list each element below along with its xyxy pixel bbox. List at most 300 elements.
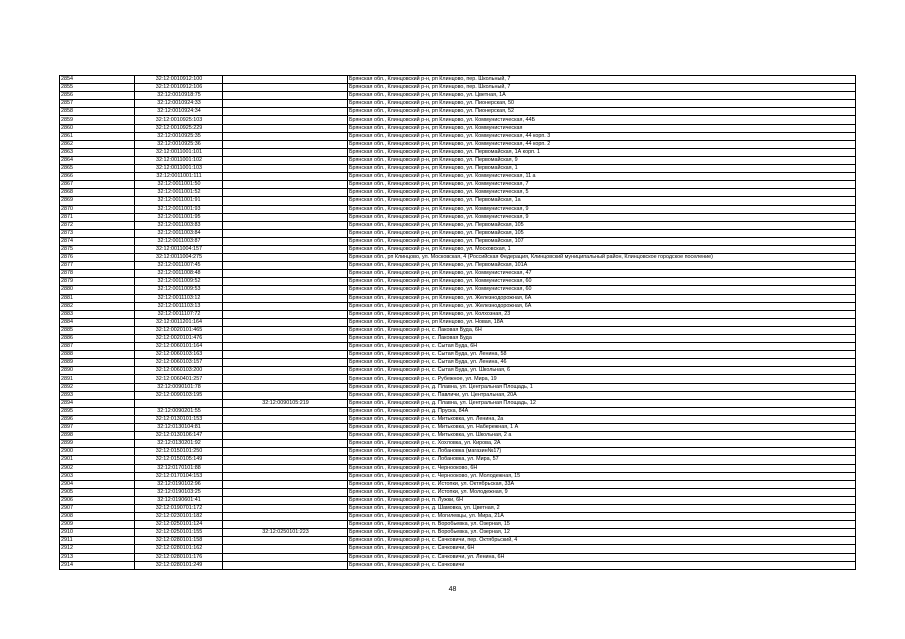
address-cell: Брянская обл., Клинцовский р-н, с. Сачковичи <box>348 561 856 569</box>
table-row <box>60 448 856 456</box>
table-row <box>60 367 856 375</box>
previous-number-cell <box>223 310 348 318</box>
cadastral-number-cell: 32:12:0060103:163 <box>135 351 223 359</box>
cadastral-number-cell: 32:12:0010925:229 <box>135 124 223 132</box>
address-cell: Брянская обл., Клинцовский р-н, рп Клинцово, ул. Коммунистическая, 44 корп. 2 <box>348 140 856 148</box>
row-number-cell: 2897 <box>60 424 135 432</box>
previous-number-cell <box>223 537 348 545</box>
address-cell: Брянская обл., Клинцовский р-н, с. Сытая Буда, ул. Ленина, 58 <box>348 351 856 359</box>
previous-number-cell <box>223 351 348 359</box>
cadastral-number-cell: 32:12:0130104:81 <box>135 424 223 432</box>
table-row <box>60 326 856 334</box>
table-row <box>60 424 856 432</box>
address-cell: Брянская обл., Клинцовский р-н, рп Клинцово, ул. Новая, 18А <box>348 318 856 326</box>
address-cell: Брянская обл., Клинцовский р-н, рп Клинцово, ул. Первомайская, 1А корп. 1 <box>348 148 856 156</box>
address-cell: Брянская обл., Клинцовский р-н, д. Плавна, ул. Центральная Площадь, 1 <box>348 383 856 391</box>
address-cell: Брянская обл., Клинцовский р-н, рп Клинцово, ул. Коммунистическая, 44Б <box>348 116 856 124</box>
row-number-cell: 2884 <box>60 318 135 326</box>
row-number-cell: 2858 <box>60 108 135 116</box>
cadastral-number-cell: 32:12:0010925:103 <box>135 116 223 124</box>
address-cell: Брянская обл., Клинцовский р-н, с. Хохловка, ул. Кирова, 2А <box>348 440 856 448</box>
previous-number-cell <box>223 92 348 100</box>
cadastral-number-cell: 32:12:0010912:100 <box>135 76 223 84</box>
row-number-cell: 2869 <box>60 197 135 205</box>
address-cell: Брянская обл., Клинцовский р-н, д. Пруска, 84А <box>348 407 856 415</box>
address-cell: Брянская обл., Клинцовский р-н, рп Клинцово, ул. Коммунистическая, 5 <box>348 189 856 197</box>
row-number-cell: 2855 <box>60 84 135 92</box>
cadastral-number-cell: 32:12:0250101:124 <box>135 521 223 529</box>
cadastral-number-cell: 32:12:0011001:91 <box>135 197 223 205</box>
row-number-cell: 2878 <box>60 270 135 278</box>
cadastral-number-cell: 32:12:0011103:12 <box>135 294 223 302</box>
row-number-cell: 2907 <box>60 504 135 512</box>
row-number-cell: 2910 <box>60 529 135 537</box>
table-row <box>60 270 856 278</box>
address-cell: Брянская обл., Клинцовский р-н, д. Плавна, ул. Центральная Площадь, 12 <box>348 399 856 407</box>
cadastral-number-cell: 32:12:0011003:87 <box>135 237 223 245</box>
previous-number-cell <box>223 278 348 286</box>
table-row <box>60 92 856 100</box>
previous-number-cell <box>223 521 348 529</box>
address-cell: Брянская обл., Клинцовский р-н, рп Клинцово, ул. Коммунистическая, 9 <box>348 213 856 221</box>
address-cell: Брянская обл., Клинцовский р-н, с. Лаковая Буда, 6Н <box>348 326 856 334</box>
table-row <box>60 189 856 197</box>
previous-number-cell <box>223 504 348 512</box>
table-row <box>60 140 856 148</box>
address-cell: Брянская обл., Клинцовский р-н, с. Митьковка, ул. Ленина, 2а <box>348 415 856 423</box>
address-cell: Брянская обл., Клинцовский р-н, рп Клинцово, ул. Железнодорожная, 6А <box>348 294 856 302</box>
address-cell: Брянская обл., Клинцовский р-н, рп Клинцово, пер. Школьный, 7 <box>348 84 856 92</box>
row-number-cell: 2873 <box>60 229 135 237</box>
table-row <box>60 286 856 294</box>
cadastral-number-cell: 32:12:0010925:35 <box>135 132 223 140</box>
table-row <box>60 391 856 399</box>
row-number-cell: 2883 <box>60 310 135 318</box>
address-cell: Брянская обл., рп Клинцово, ул. Московская, 4 (Российская Федерация, Клинцовский муниципальный район, Клинцовское городское поселение) <box>348 254 856 262</box>
row-number-cell: 2909 <box>60 521 135 529</box>
previous-number-cell <box>223 124 348 132</box>
address-cell: Брянская обл., Клинцовский р-н, с. Истопки, ул. Молодежная, 9 <box>348 488 856 496</box>
table-row <box>60 100 856 108</box>
previous-number-cell <box>223 440 348 448</box>
address-cell: Брянская обл., Клинцовский р-н, с. Митьковка, ул. Набережная, 1 А <box>348 424 856 432</box>
table-row <box>60 407 856 415</box>
table-row <box>60 399 856 407</box>
address-cell: Брянская обл., Клинцовский р-н, рп Клинцово, ул. Первомайская, 1 <box>348 165 856 173</box>
address-cell: Брянская обл., Клинцовский р-н, с. Сытая Буда, ул. Ленина, 46 <box>348 359 856 367</box>
row-number-cell: 2875 <box>60 245 135 253</box>
cadastral-number-cell: 32:12:0011009:53 <box>135 286 223 294</box>
table-row <box>60 529 856 537</box>
row-number-cell: 2895 <box>60 407 135 415</box>
table-row <box>60 504 856 512</box>
address-cell: Брянская обл., Клинцовский р-н, рп Клинцово, ул. Первомайская, 107 <box>348 237 856 245</box>
address-cell: Брянская обл., Клинцовский р-н, с. Чернооково, 6Н <box>348 464 856 472</box>
cadastral-number-cell: 32:12:0011007:45 <box>135 262 223 270</box>
cadastral-number-cell: 32:12:0170104:153 <box>135 472 223 480</box>
row-number-cell: 2879 <box>60 278 135 286</box>
previous-number-cell <box>223 424 348 432</box>
row-number-cell: 2882 <box>60 302 135 310</box>
cadastral-number-cell: 32:12:0190701:172 <box>135 504 223 512</box>
table-row <box>60 302 856 310</box>
cadastral-number-cell: 32:12:0020101:465 <box>135 326 223 334</box>
previous-number-cell <box>223 367 348 375</box>
table-row <box>60 415 856 423</box>
table-row <box>60 496 856 504</box>
table-row <box>60 124 856 132</box>
table-row <box>60 221 856 229</box>
row-number-cell: 2905 <box>60 488 135 496</box>
row-number-cell: 2890 <box>60 367 135 375</box>
previous-number-cell <box>223 294 348 302</box>
row-number-cell: 2898 <box>60 432 135 440</box>
cadastral-number-cell: 32:12:0020101:476 <box>135 335 223 343</box>
cadastral-number-cell: 32:12:0011103:13 <box>135 302 223 310</box>
cadastral-number-cell: 32:12:0130106:147 <box>135 432 223 440</box>
row-number-cell: 2891 <box>60 375 135 383</box>
previous-number-cell <box>223 456 348 464</box>
previous-number-cell <box>223 383 348 391</box>
cadastral-number-cell: 32:12:0011001:111 <box>135 173 223 181</box>
table-row <box>60 513 856 521</box>
cadastral-number-cell: 32:12:0060101:164 <box>135 343 223 351</box>
row-number-cell: 2894 <box>60 399 135 407</box>
row-number-cell: 2889 <box>60 359 135 367</box>
table-row <box>60 383 856 391</box>
address-cell: Брянская обл., Клинцовский р-н, с. Сытая Буда, ул. Школьная, 6 <box>348 367 856 375</box>
table-row <box>60 237 856 245</box>
address-cell: Брянская обл., Клинцовский р-н, рп Клинцово, ул. Первомайская, 9 <box>348 156 856 164</box>
cadastral-number-cell: 32:12:0011001:93 <box>135 205 223 213</box>
previous-number-cell <box>223 545 348 553</box>
cadastral-number-cell: 32:12:0010924:33 <box>135 100 223 108</box>
cadastral-number-cell: 32:12:0190102:96 <box>135 480 223 488</box>
row-number-cell: 2874 <box>60 237 135 245</box>
previous-number-cell <box>223 205 348 213</box>
cadastral-number-cell: 32:12:0190103:25 <box>135 488 223 496</box>
previous-number-cell <box>223 359 348 367</box>
table-row <box>60 310 856 318</box>
table-row <box>60 440 856 448</box>
previous-number-cell <box>223 148 348 156</box>
address-cell: Брянская обл., Клинцовский р-н, с. Сытая Буда, 6Н <box>348 343 856 351</box>
cadastral-number-cell: 32:12:0280101:162 <box>135 545 223 553</box>
previous-number-cell <box>223 254 348 262</box>
cadastral-number-cell: 32:12:0280101:158 <box>135 537 223 545</box>
address-cell: Брянская обл., Клинцовский р-н, рп Клинцово, ул. Железнодорожная, 6А <box>348 302 856 310</box>
row-number-cell: 2886 <box>60 335 135 343</box>
row-number-cell: 2867 <box>60 181 135 189</box>
address-cell: Брянская обл., Клинцовский р-н, рп Клинцово, ул. Коммунистическая <box>348 124 856 132</box>
cadastral-number-cell: 32:12:0130101:153 <box>135 415 223 423</box>
table-row <box>60 432 856 440</box>
previous-number-cell <box>223 84 348 92</box>
address-cell: Брянская обл., Клинцовский р-н, с. Могилевцы, ул. Мира, 21А <box>348 513 856 521</box>
table-row <box>60 456 856 464</box>
table-row <box>60 488 856 496</box>
table-row <box>60 156 856 164</box>
address-cell: Брянская обл., Клинцовский р-н, п. Воробьевка, ул. Озерная, 15 <box>348 521 856 529</box>
table-row <box>60 359 856 367</box>
previous-number-cell <box>223 197 348 205</box>
cadastral-number-cell: 32:12:0060401:257 <box>135 375 223 383</box>
address-cell: Брянская обл., Клинцовский р-н, с. Сачковичи, 6Н <box>348 545 856 553</box>
table-row <box>60 213 856 221</box>
address-cell: Брянская обл., Клинцовский р-н, с. Сачковичи, ул. Ленина, 6Н <box>348 553 856 561</box>
previous-number-cell <box>223 464 348 472</box>
table-row <box>60 351 856 359</box>
previous-number-cell <box>223 116 348 124</box>
address-cell: Брянская обл., Клинцовский р-н, рп Клинцово, ул. Первомайская, 105 <box>348 229 856 237</box>
previous-number-cell <box>223 391 348 399</box>
row-number-cell: 2872 <box>60 221 135 229</box>
table-row <box>60 318 856 326</box>
row-number-cell: 2877 <box>60 262 135 270</box>
previous-number-cell <box>223 237 348 245</box>
address-cell: Брянская обл., Клинцовский р-н, рп Клинцово, ул. Коммунистическая, 47 <box>348 270 856 278</box>
row-number-cell: 2859 <box>60 116 135 124</box>
previous-number-cell <box>223 76 348 84</box>
address-cell: Брянская обл., Клинцовский р-н, рп Клинцово, ул. Коммунистическая, 60 <box>348 278 856 286</box>
cadastral-number-cell <box>135 399 223 407</box>
previous-number-cell <box>223 415 348 423</box>
row-number-cell: 2866 <box>60 173 135 181</box>
cadastral-number-cell: 32:12:0011001:95 <box>135 213 223 221</box>
row-number-cell: 2914 <box>60 561 135 569</box>
previous-number-cell <box>223 472 348 480</box>
address-cell: Брянская обл., Клинцовский р-н, с. Сачковичи, пер. Октябрьский, 4 <box>348 537 856 545</box>
table-row <box>60 229 856 237</box>
address-cell: Брянская обл., Клинцовский р-н, с. Рубежное, ул. Мира, 19 <box>348 375 856 383</box>
previous-number-cell <box>223 181 348 189</box>
previous-number-cell <box>223 343 348 351</box>
row-number-cell: 2868 <box>60 189 135 197</box>
table-row <box>60 165 856 173</box>
cadastral-number-cell: 32:12:0090201:55 <box>135 407 223 415</box>
previous-number-cell <box>223 132 348 140</box>
row-number-cell: 2906 <box>60 496 135 504</box>
cadastral-number-cell: 32:12:0230101:182 <box>135 513 223 521</box>
row-number-cell: 2911 <box>60 537 135 545</box>
row-number-cell: 2904 <box>60 480 135 488</box>
table-row <box>60 173 856 181</box>
previous-number-cell <box>223 270 348 278</box>
address-cell: Брянская обл., Клинцовский р-н, рп Клинцово, ул. Коммунистическая, 44 корп. 3 <box>348 132 856 140</box>
address-cell: Брянская обл., Клинцовский р-н, рп Клинцово, ул. Коммунистическая, 9 <box>348 205 856 213</box>
table-row <box>60 262 856 270</box>
cadastral-number-cell: 32:12:0011009:52 <box>135 278 223 286</box>
table-row <box>60 76 856 84</box>
cadastral-number-cell: 32:12:0010925:36 <box>135 140 223 148</box>
cadastral-number-cell: 32:12:0090103:195 <box>135 391 223 399</box>
previous-number-cell <box>223 335 348 343</box>
table-row <box>60 480 856 488</box>
row-number-cell: 2857 <box>60 100 135 108</box>
address-cell: Брянская обл., Клинцовский р-н, д. Шамовка, ул. Цветная, 2 <box>348 504 856 512</box>
previous-number-cell <box>223 488 348 496</box>
table-row <box>60 254 856 262</box>
row-number-cell: 2856 <box>60 92 135 100</box>
table-row <box>60 553 856 561</box>
row-number-cell: 2892 <box>60 383 135 391</box>
table-row <box>60 545 856 553</box>
table-row <box>60 375 856 383</box>
table-row <box>60 197 856 205</box>
previous-number-cell <box>223 432 348 440</box>
row-number-cell: 2876 <box>60 254 135 262</box>
table-row <box>60 245 856 253</box>
table-row <box>60 148 856 156</box>
previous-number-cell <box>223 318 348 326</box>
cadastral-number-cell: 32:12:0011001:102 <box>135 156 223 164</box>
cadastral-number-cell: 32:12:0011008:48 <box>135 270 223 278</box>
document-page <box>59 75 856 570</box>
address-cell: Брянская обл., Клинцовский р-н, рп Клинцово, ул. Первомайская, 101А <box>348 262 856 270</box>
address-cell: Брянская обл., Клинцовский р-н, рп Клинцово, ул. Пионерская, 52 <box>348 108 856 116</box>
address-cell: Брянская обл., Клинцовский р-н, п. Лужки, 6Н <box>348 496 856 504</box>
address-cell: Брянская обл., Клинцовский р-н, п. Воробьевка, ул. Озерная, 12 <box>348 529 856 537</box>
table-row <box>60 132 856 140</box>
address-cell: Брянская обл., Клинцовский р-н, рп Клинцово, пер. Школьный, 7 <box>348 76 856 84</box>
row-number-cell: 2865 <box>60 165 135 173</box>
row-number-cell: 2880 <box>60 286 135 294</box>
table-row <box>60 343 856 351</box>
address-cell: Брянская обл., Клинцовский р-н, с. Павличи, ул. Центральная, 20А <box>348 391 856 399</box>
register-table <box>59 75 856 570</box>
previous-number-cell <box>223 448 348 456</box>
previous-number-cell <box>223 407 348 415</box>
row-number-cell: 2900 <box>60 448 135 456</box>
table-row <box>60 464 856 472</box>
row-number-cell: 2854 <box>60 76 135 84</box>
table-row <box>60 205 856 213</box>
table-row <box>60 537 856 545</box>
table-row <box>60 561 856 569</box>
cadastral-number-cell: 32:12:0011003:83 <box>135 221 223 229</box>
previous-number-cell <box>223 140 348 148</box>
table-row <box>60 108 856 116</box>
row-number-cell: 2896 <box>60 415 135 423</box>
previous-number-cell <box>223 326 348 334</box>
cadastral-number-cell: 32:12:0011001:52 <box>135 189 223 197</box>
address-cell: Брянская обл., Клинцовский р-н, с. Чернооково, ул. Молодежная, 15 <box>348 472 856 480</box>
previous-number-cell <box>223 262 348 270</box>
previous-number-cell <box>223 375 348 383</box>
previous-number-cell <box>223 213 348 221</box>
address-cell: Брянская обл., Клинцовский р-н, рп Клинцово, ул. Колхозная, 23 <box>348 310 856 318</box>
register-table-body <box>60 76 856 570</box>
previous-number-cell <box>223 165 348 173</box>
cadastral-number-cell: 32:12:0250101:155 <box>135 529 223 537</box>
row-number-cell: 2870 <box>60 205 135 213</box>
row-number-cell: 2861 <box>60 132 135 140</box>
table-row <box>60 278 856 286</box>
cadastral-number-cell: 32:12:0011201:164 <box>135 318 223 326</box>
previous-number-cell: 32:12:0250101:223 <box>223 529 348 537</box>
address-cell: Брянская обл., Клинцовский р-н, рп Клинцово, ул. Цветная, 1А <box>348 92 856 100</box>
row-number-cell: 2871 <box>60 213 135 221</box>
cadastral-number-cell: 32:12:0011001:101 <box>135 148 223 156</box>
table-row <box>60 335 856 343</box>
address-cell: Брянская обл., Клинцовский р-н, рп Клинцово, ул. Коммунистическая, 7 <box>348 181 856 189</box>
address-cell: Брянская обл., Клинцовский р-н, рп Клинцово, ул. Первомайская, 1а <box>348 197 856 205</box>
cadastral-number-cell: 32:12:0060103:200 <box>135 367 223 375</box>
cadastral-number-cell: 32:12:0011001:50 <box>135 181 223 189</box>
cadastral-number-cell: 32:12:0010918:75 <box>135 92 223 100</box>
cadastral-number-cell: 32:12:0060103:157 <box>135 359 223 367</box>
cadastral-number-cell: 32:12:0130201:92 <box>135 440 223 448</box>
row-number-cell: 2903 <box>60 472 135 480</box>
previous-number-cell <box>223 156 348 164</box>
table-row <box>60 116 856 124</box>
previous-number-cell <box>223 189 348 197</box>
previous-number-cell: 32:12:0090105:219 <box>223 399 348 407</box>
row-number-cell: 2862 <box>60 140 135 148</box>
cadastral-number-cell: 32:12:0010924:34 <box>135 108 223 116</box>
cadastral-number-cell: 32:12:0150105:149 <box>135 456 223 464</box>
previous-number-cell <box>223 100 348 108</box>
row-number-cell: 2864 <box>60 156 135 164</box>
previous-number-cell <box>223 245 348 253</box>
row-number-cell: 2860 <box>60 124 135 132</box>
previous-number-cell <box>223 302 348 310</box>
table-row <box>60 521 856 529</box>
cadastral-number-cell: 32:12:0011004:275 <box>135 254 223 262</box>
cadastral-number-cell: 32:12:0011003:84 <box>135 229 223 237</box>
cadastral-number-cell: 32:12:0150101:250 <box>135 448 223 456</box>
row-number-cell: 2902 <box>60 464 135 472</box>
cadastral-number-cell: 32:12:0280101:176 <box>135 553 223 561</box>
previous-number-cell <box>223 108 348 116</box>
row-number-cell: 2893 <box>60 391 135 399</box>
previous-number-cell <box>223 221 348 229</box>
previous-number-cell <box>223 513 348 521</box>
row-number-cell: 2913 <box>60 553 135 561</box>
table-row <box>60 84 856 92</box>
address-cell: Брянская обл., Клинцовский р-н, с. Митьковка, ул. Школьная, 2 а <box>348 432 856 440</box>
address-cell: Брянская обл., Клинцовский р-н, с. Лаковая Буда <box>348 335 856 343</box>
cadastral-number-cell: 32:12:0010912:106 <box>135 84 223 92</box>
address-cell: Брянская обл., Клинцовский р-н, с. Истопки, ул. Октябрьская, 33А <box>348 480 856 488</box>
row-number-cell: 2912 <box>60 545 135 553</box>
cadastral-number-cell: 32:12:0190601:41 <box>135 496 223 504</box>
row-number-cell: 2908 <box>60 513 135 521</box>
address-cell: Брянская обл., Клинцовский р-н, рп Клинцово, ул. Коммунистическая, 60 <box>348 286 856 294</box>
previous-number-cell <box>223 286 348 294</box>
row-number-cell: 2899 <box>60 440 135 448</box>
row-number-cell: 2863 <box>60 148 135 156</box>
cadastral-number-cell: 32:12:0011001:103 <box>135 165 223 173</box>
table-row <box>60 294 856 302</box>
previous-number-cell <box>223 496 348 504</box>
cadastral-number-cell: 32:12:0011107:72 <box>135 310 223 318</box>
page-number: 48 <box>448 586 457 593</box>
previous-number-cell <box>223 553 348 561</box>
previous-number-cell <box>223 229 348 237</box>
row-number-cell: 2888 <box>60 351 135 359</box>
row-number-cell: 2885 <box>60 326 135 334</box>
previous-number-cell <box>223 561 348 569</box>
address-cell: Брянская обл., Клинцовский р-н, рп Клинцово, ул. Пионерская, 50 <box>348 100 856 108</box>
address-cell: Брянская обл., Клинцовский р-н, рп Клинцово, ул. Коммунистическая, 11 а <box>348 173 856 181</box>
previous-number-cell <box>223 173 348 181</box>
cadastral-number-cell: 32:12:0280101:249 <box>135 561 223 569</box>
cadastral-number-cell: 32:12:0170101:88 <box>135 464 223 472</box>
table-row <box>60 472 856 480</box>
row-number-cell: 2881 <box>60 294 135 302</box>
address-cell: Брянская обл., Клинцовский р-н, с. Лобановка (магазин№17) <box>348 448 856 456</box>
